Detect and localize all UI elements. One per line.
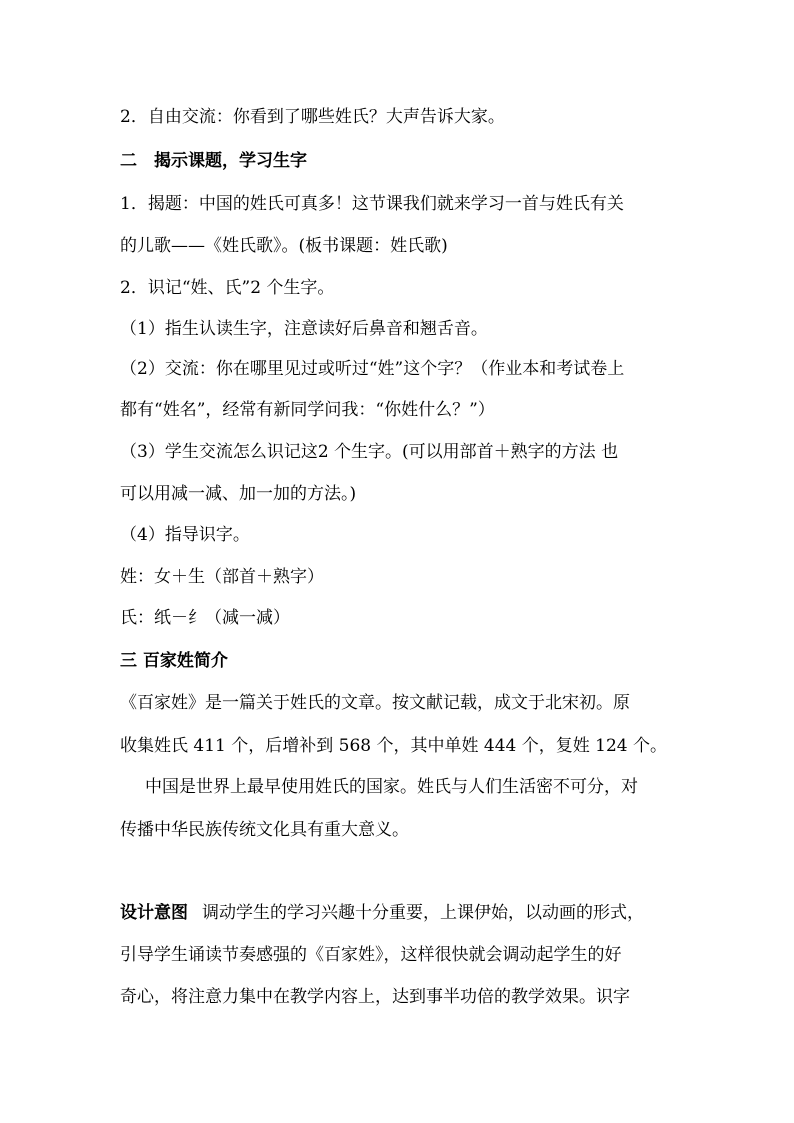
paragraph-line: 2．自由交流：你看到了哪些姓氏？大声告诉大家。 xyxy=(120,107,505,127)
paragraph-line: 引导学生诵读节奏感强的《百家姓》，这样很快就会调动起学生的好 xyxy=(120,945,622,965)
paragraph-line: （2）交流：你在哪里见过或听过“姓”这个字？（作业本和考试卷上 xyxy=(120,359,625,379)
paragraph-line: 中国是世界上最早使用姓氏的国家。姓氏与人们生活密不可分，对 xyxy=(145,777,638,797)
paragraph-line: （4）指导识字。 xyxy=(120,525,250,545)
paragraph-line: 奇心，将注意力集中在教学内容上，达到事半功倍的教学效果。识字 xyxy=(120,987,630,1007)
paragraph-line: （1）指生认读生字，注意读好后鼻音和翘舌音。 xyxy=(120,319,488,339)
paragraph-line: 的儿歌——《姓氏歌》。(板书课题：姓氏歌) xyxy=(120,236,448,256)
paragraph-line: 都有“姓名”，经常有新同学问我：“你姓什么？”） xyxy=(120,400,495,420)
paragraph-line: （3）学生交流怎么识记这2 个生字。(可以用部首＋熟字的方法 也 xyxy=(120,442,619,462)
section-heading: 二 揭示课题，学习生字 xyxy=(120,151,307,171)
paragraph-line: 氏：纸－纟（减一减） xyxy=(120,608,290,628)
section-heading: 三 百家姓简介 xyxy=(120,651,228,671)
design-intent-text: 调动学生的学习兴趣十分重要，上课伊始，以动画的形式， xyxy=(202,903,644,923)
paragraph-line: 姓：女＋生（部首＋熟字） xyxy=(120,567,324,587)
paragraph-line: 《百家姓》是一篇关于姓氏的文章。按文献记载，成文于北宋初。原 xyxy=(120,693,630,713)
design-intent-line xyxy=(120,900,686,926)
paragraph-line: 收集姓氏 411 个，后增补到 568 个，其中单姓 444 个，复姓 124 个。 xyxy=(120,736,668,756)
paragraph-line: 可以用减一减、加一加的方法。) xyxy=(120,484,357,504)
paragraph-line: 2．识记“姓、氏”2 个生字。 xyxy=(120,278,335,298)
paragraph-line: 1．揭题：中国的姓氏可真多！这节课我们就来学习一首与姓氏有关 xyxy=(120,194,624,214)
paragraph-line: 传播中华民族传统文化具有重大意义。 xyxy=(120,820,409,840)
design-intent-label: 设计意图 xyxy=(120,903,188,923)
